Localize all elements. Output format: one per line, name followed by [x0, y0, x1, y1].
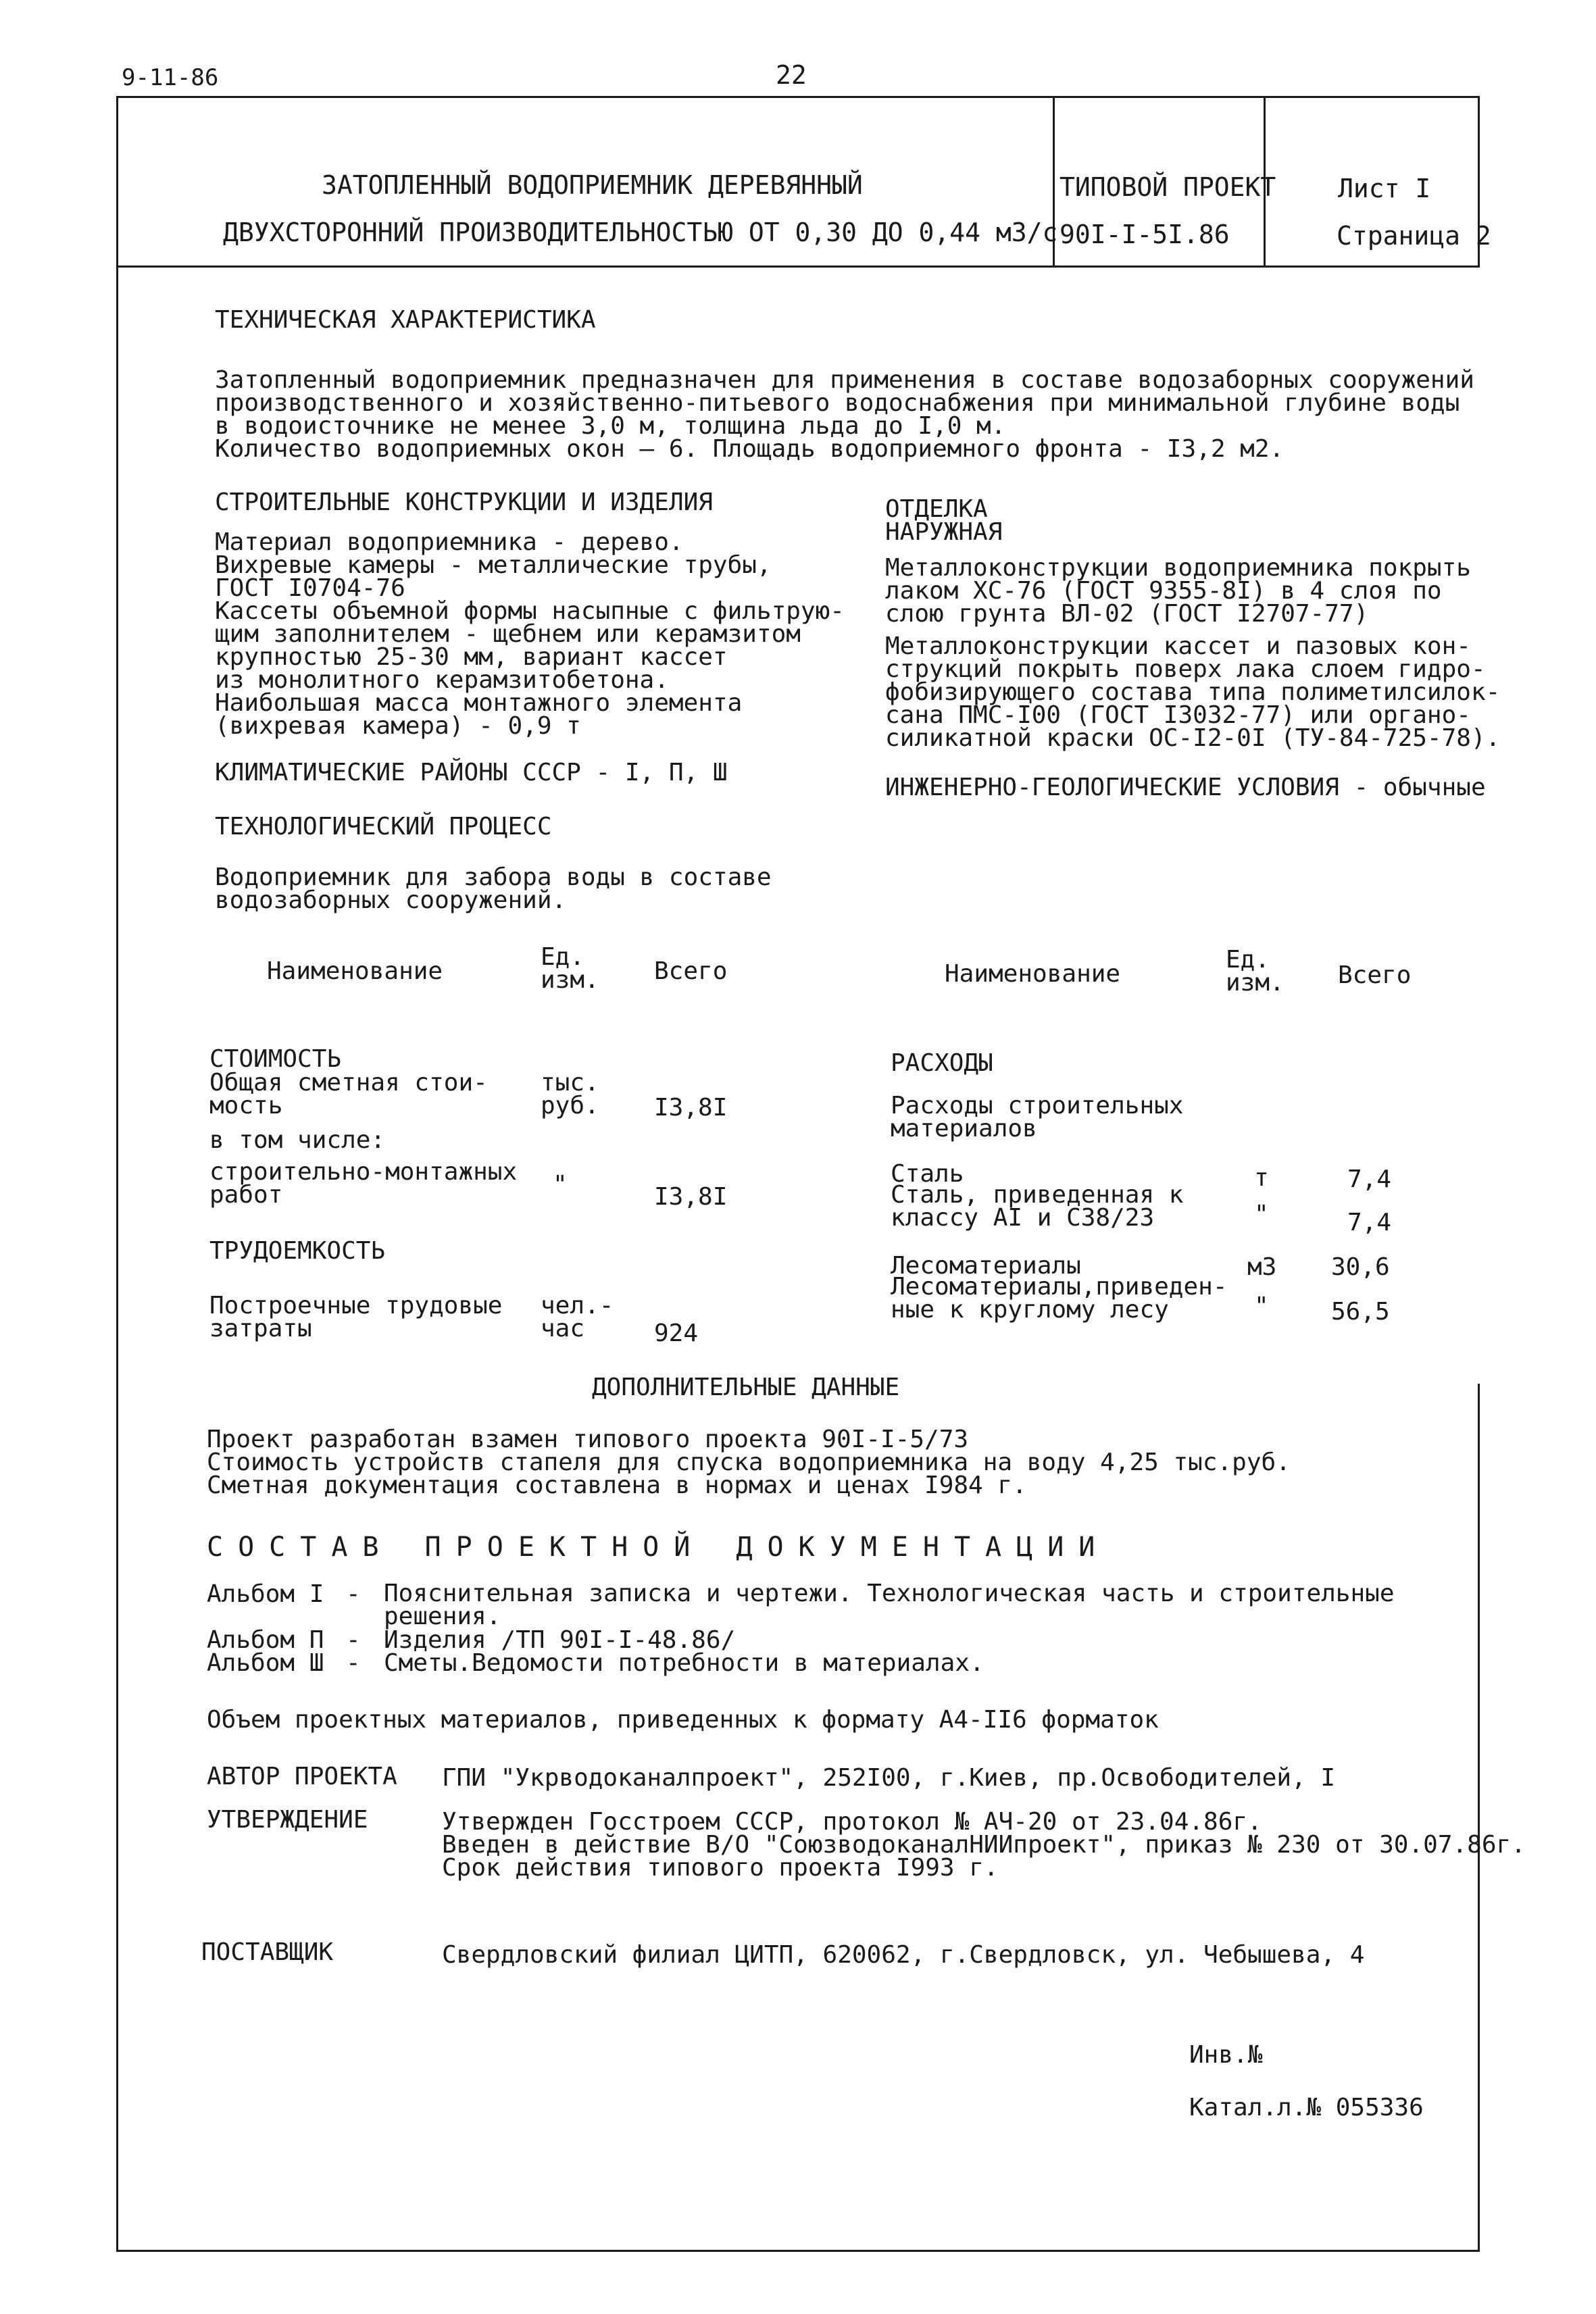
cost-name-line: мость: [209, 1092, 283, 1120]
steel2-value: 7,4: [1347, 1209, 1392, 1236]
expenses-heading: РАСХОДЫ: [891, 1049, 993, 1077]
climate-regions: КЛИМАТИЧЕСКИЕ РАЙОНЫ СССР - I, П, Ш: [215, 759, 728, 786]
left-col-unit-line: Ед.: [541, 943, 585, 971]
finish-line: силикатной краски ОС-I2-0I (ТУ-84-725-78).: [885, 724, 1501, 752]
cost-unit: [541, 1069, 599, 1120]
sheet-number: Лист I: [1338, 174, 1431, 203]
cost-unit-line: тыс.: [541, 1069, 599, 1097]
right-col-unit-line: изм.: [1226, 969, 1285, 997]
wood2-name-line: ные к круглому лесу: [891, 1296, 1169, 1324]
labor-heading: ТРУДОЕМКОСТЬ: [209, 1237, 386, 1265]
build-unit: ": [553, 1171, 568, 1199]
album-1-line: Пояснительная записка и чертежи. Технологическая часть и строительные: [384, 1580, 1395, 1607]
left-col-name: Наименование: [267, 957, 443, 985]
approval-line: Введен в действие В/О "СоюзводоканалНИИпроект", приказ № 230 от 30.07.86г.: [442, 1831, 1526, 1859]
catalog-number: Катал.л.№ 055336: [1189, 2094, 1424, 2121]
tech-line: производственного и хозяйственно-питьевого водоснабжения при минимальной глубине воды: [215, 389, 1460, 417]
album-3-text: Сметы.Ведомости потребности в материалах.: [384, 1649, 984, 1677]
supplier-label: ПОСТАВЩИК: [201, 1938, 334, 1966]
finish-paragraph-1: [885, 554, 1471, 628]
steel2-unit: ": [1254, 1201, 1269, 1228]
album-3-dash: -: [346, 1649, 361, 1677]
process-heading: ТЕХНОЛОГИЧЕСКИЙ ПРОЦЕСС: [215, 813, 552, 840]
labor-unit-line: чел.-: [541, 1292, 614, 1319]
approval-label: УТВЕРЖДЕНИЕ: [207, 1806, 368, 1834]
supplier-text: Свердловский филиал ЦИТП, 620062, г.Свердловск, ул. Чебышева, 4: [442, 1941, 1365, 1969]
constructions-line: Наибольшая масса монтажного элемента: [215, 689, 743, 717]
finish-line: Металлоконструкции кассет и пазовых кон-: [885, 632, 1471, 660]
constructions-heading: СТРОИТЕЛЬНЫЕ КОНСТРУКЦИИ И ИЗДЕЛИЯ: [215, 488, 713, 516]
steel-value: 7,4: [1347, 1165, 1392, 1193]
steel2-name: [891, 1181, 1184, 1232]
steel-name: Сталь: [891, 1160, 964, 1188]
tech-heading: ТЕХНИЧЕСКАЯ ХАРАКТЕРИСТИКА: [215, 306, 596, 334]
constructions-line: ГОСТ I0704-76: [215, 574, 405, 602]
finish-subheading: НАРУЖНАЯ: [885, 518, 1003, 546]
steel2-name-line: Сталь, приведенная к: [891, 1181, 1184, 1209]
expenses-sub-line: материалов: [891, 1115, 1037, 1142]
approval-text: [442, 1808, 1526, 1882]
cost-unit-line: руб.: [541, 1092, 599, 1120]
wood2-name: [891, 1273, 1228, 1324]
approval-line: Срок действия типового проекта I993 г.: [442, 1854, 999, 1882]
constructions-line: из монолитного керамзитобетона.: [215, 666, 669, 694]
process-line: Водоприемник для забора воды в составе: [215, 863, 772, 891]
approval-line: Утвержден Госстроем СССР, протокол № АЧ-20 от 23.04.86г.: [442, 1808, 1262, 1836]
constructions-line: Кассеты объемной формы насыпные с фильтрую-: [215, 597, 845, 625]
finish-line: Металлоконструкции водоприемника покрыть: [885, 554, 1471, 582]
including-label: в том числе:: [209, 1126, 386, 1154]
geology-conditions: ИНЖЕНЕРНО-ГЕОЛОГИЧЕСКИЕ УСЛОВИЯ - обычные: [885, 774, 1486, 801]
build-value: I3,8I: [654, 1183, 728, 1211]
additional-line: Сметная документация составлена в нормах и ценах I984 г.: [207, 1472, 1027, 1499]
finish-line: сана ПМС-I00 (ГОСТ I3032-77) или органо-: [885, 701, 1471, 729]
constructions-line: щим заполнителем - щебнем или керамзитом: [215, 620, 801, 648]
constructions-line: (вихревая камера) - 0,9 т: [215, 712, 581, 740]
inventory-number: Инв.№: [1189, 2041, 1263, 2069]
process-line: водозаборных сооружений.: [215, 886, 567, 914]
right-col-unit-line: Ед.: [1226, 946, 1270, 974]
labor-value: 924: [654, 1319, 699, 1347]
album-1-text: [384, 1582, 1395, 1628]
expenses-sub: [891, 1092, 1184, 1142]
cost-name-line: Общая сметная стои-: [209, 1069, 488, 1097]
steel2-name-line: классу АI и С38/23: [891, 1204, 1155, 1232]
header-title-line1: ЗАТОПЛЕННЫЙ ВОДОПРИЕМНИК ДЕРЕВЯННЫЙ: [322, 170, 863, 200]
tech-line: Количество водоприемных окон – 6. Площадь водоприемного фронта - I3,2 м2.: [215, 435, 1285, 463]
wood-name: Лесоматериалы: [891, 1252, 1081, 1280]
constructions-line: крупностью 25-30 мм, вариант кассет: [215, 643, 728, 671]
labor-name: [209, 1294, 502, 1340]
right-col-total: Всего: [1338, 961, 1412, 989]
author-label: АВТОР ПРОЕКТА: [207, 1763, 397, 1790]
project-label: ТИПОВОЙ ПРОЕКТ: [1059, 172, 1276, 202]
album-2-dash: -: [346, 1626, 361, 1654]
album-3-label: Альбом Ш: [207, 1649, 324, 1677]
build-name: [209, 1158, 518, 1209]
finish-paragraph-2: [885, 632, 1501, 752]
album-2-label: Альбом П: [207, 1626, 324, 1654]
additional-line: Стоимость устройств стапеля для спуска водоприемника на воду 4,25 тыс.руб.: [207, 1449, 1291, 1476]
labor-unit-line: час: [541, 1315, 585, 1342]
finish-line: слою грунта ВЛ-02 (ГОСТ I2707-77): [885, 600, 1369, 628]
header-divider: [116, 266, 1480, 268]
frame-left-line: [116, 96, 118, 2251]
additional-line: Проект разработан взамен типового проекта 90I-I-5/73: [207, 1426, 969, 1453]
cost-name: [209, 1069, 488, 1120]
wood-value: 30,6: [1331, 1253, 1390, 1281]
steel-unit: т: [1254, 1164, 1269, 1192]
document-code: 9-11-86: [122, 64, 219, 91]
cost-value: I3,8I: [654, 1094, 728, 1122]
finish-line: фобизирующего состава типа полиметилсилок-: [885, 678, 1501, 706]
build-name-line: работ: [209, 1181, 283, 1209]
constructions-text: [215, 528, 845, 740]
tech-text: [215, 366, 1474, 463]
page-number: 22: [776, 60, 807, 90]
album-2-text: Изделия /ТП 90I-I-48.86/: [384, 1626, 736, 1654]
finish-heading: ОТДЕЛКА: [885, 495, 988, 523]
left-col-unit: [541, 943, 599, 994]
labor-name-line: затраты: [209, 1315, 312, 1342]
album-1-line: решения.: [384, 1603, 501, 1630]
album-1-dash: -: [346, 1580, 361, 1608]
finish-line: струкций покрыть поверх лака слоем гидро-: [885, 655, 1486, 683]
wood2-name-line: Лесоматериалы,приведен-: [891, 1273, 1228, 1301]
additional-text: [207, 1428, 1291, 1497]
tech-line: в водоисточнике не менее 3,0 м, толщина льда до I,0 м.: [215, 412, 1006, 440]
finish-line: лаком ХС-76 (ГОСТ 9355-8I) в 4 слоя по: [885, 577, 1442, 605]
cost-heading: СТОИМОСТЬ: [209, 1045, 342, 1073]
additional-heading: ДОПОЛНИТЕЛЬНЫЕ ДАННЫЕ: [592, 1374, 900, 1401]
frame-top-line: [116, 96, 1480, 98]
wood2-unit: ": [1254, 1292, 1269, 1320]
labor-name-line: Построечные трудовые: [209, 1292, 503, 1319]
project-number: 90I-I-5I.86: [1059, 220, 1230, 249]
left-col-unit-line: изм.: [541, 966, 599, 994]
left-col-total: Всего: [654, 957, 728, 985]
frame-bottom-line: [116, 2250, 1480, 2252]
process-text: [215, 863, 772, 914]
author-text: ГПИ "Укрводоканалпроект", 252I00, г.Киев, пр.Освободителей, I: [442, 1764, 1336, 1792]
album-1-label: Альбом I: [207, 1580, 324, 1608]
constructions-line: Вихревые камеры - металлические трубы,: [215, 551, 772, 579]
wood2-value: 56,5: [1331, 1298, 1390, 1326]
constructions-line: Материал водоприемника - дерево.: [215, 528, 684, 556]
right-col-unit: [1226, 946, 1285, 997]
tech-line: Затопленный водоприемник предназначен для применения в составе водозаборных сооружений: [215, 366, 1474, 394]
sheet-page: Страница 2: [1337, 221, 1491, 251]
expenses-sub-line: Расходы строительных: [891, 1092, 1184, 1120]
labor-unit: [541, 1294, 614, 1340]
composition-heading: СОСТАВ ПРОЕКТНОЙ ДОКУМЕНТАЦИИ: [207, 1532, 1110, 1563]
right-col-name: Наименование: [945, 960, 1121, 988]
materials-volume: Объем проектных материалов, приведенных к формату А4-II6 форматок: [207, 1706, 1159, 1734]
wood-unit: м3: [1247, 1253, 1277, 1281]
header-title-line2: ДВУХСТОРОННИЙ ПРОИЗВОДИТЕЛЬНОСТЬЮ ОТ 0,30 ДО 0,44 м3/с: [223, 218, 1058, 247]
build-name-line: строительно-монтажных: [209, 1158, 518, 1186]
